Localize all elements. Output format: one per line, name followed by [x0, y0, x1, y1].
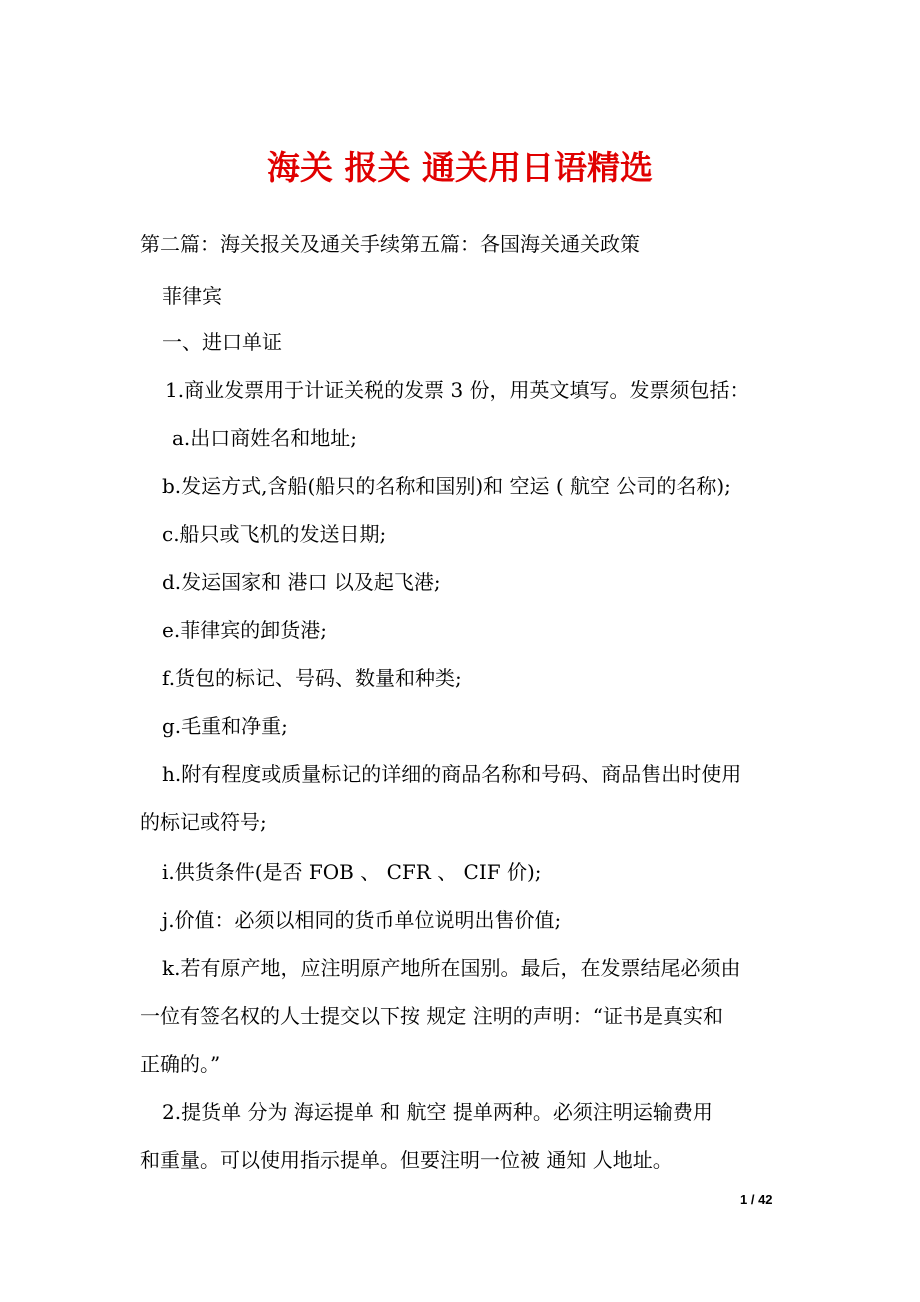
- list-item: f.货包的标记、号码、数量和种类;: [162, 666, 462, 690]
- page-number: 1 / 42: [740, 1192, 773, 1207]
- list-item: a.出口商姓名和地址;: [172, 426, 358, 450]
- document-title: 海关 报关 通关用日语精选: [267, 148, 653, 187]
- list-item: b.发运方式,含船(船只的名称和国别)和 空运 ( 航空 公司的名称);: [162, 474, 731, 498]
- paragraph-line: 1.商业发票用于计证关税的发票 3 份，用英文填写。发票须包括：: [165, 378, 750, 402]
- paragraph-continuation: 和重量。可以使用指示提单。但要注明一位被 通知 人地址。: [140, 1148, 673, 1172]
- list-item: j.价值：必须以相同的货币单位说明出售价值;: [162, 908, 562, 932]
- list-item: c.船只或飞机的发送日期;: [162, 522, 387, 546]
- list-item: h.附有程度或质量标记的详细的商品名称和号码、商品售出时使用: [162, 762, 742, 786]
- list-item: i.供货条件(是否 FOB 、 CFR 、 CIF 价);: [162, 860, 542, 884]
- paragraph-line: 2.提货单 分为 海运提单 和 航空 提单两种。必须注明运输费用: [162, 1100, 713, 1124]
- list-item-continuation: 正确的。”: [140, 1052, 221, 1076]
- section-heading: 第二篇：海关报关及通关手续第五篇：各国海关通关政策: [140, 232, 640, 256]
- list-item: k.若有原产地，应注明原产地所在国别。最后，在发票结尾必须由: [162, 956, 741, 980]
- list-item: d.发运国家和 港口 以及起飞港;: [162, 570, 441, 594]
- country-heading: 菲律宾: [162, 284, 222, 308]
- list-item: e.菲律宾的卸货港;: [162, 618, 327, 642]
- list-item-continuation: 一位有签名权的人士提交以下按 规定 注明的声明：“证书是真实和: [140, 1004, 723, 1028]
- list-item: g.毛重和净重;: [162, 714, 288, 738]
- subsection-heading: 一、进口单证: [162, 330, 282, 354]
- list-item-continuation: 的标记或符号;: [140, 810, 267, 834]
